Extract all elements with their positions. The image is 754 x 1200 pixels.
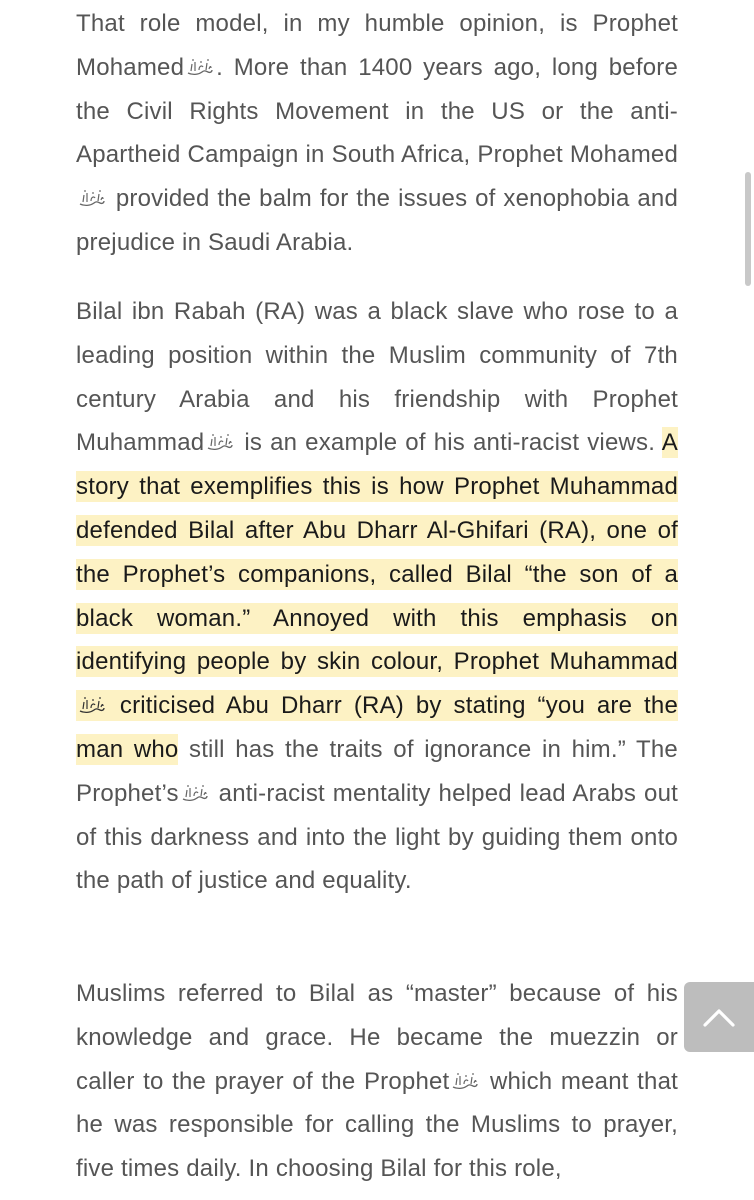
back-to-top-button[interactable] [684,982,754,1052]
paragraph-bilal: Bilal ibn Rabah (RA) was a black slave who rose to a leading position within the Muslim community of 7th century Arabia and his friendship with Prophet Muhammad is an example of his anti-racist views. A story that exemplifies this is how Prophet Muhammad defended Bilal after Abu Dharr Al-Ghifari (RA), one of the Prophet’s companions, called Bilal “the son of a black woman.” Annoyed with this emphasis on identifying people by skin colour, Prophet Muhammad criticised Abu Dharr (RA) by stating “you are the man who still has the traits of ignorance in him.” The Prophet’s anti-racist mentality helped lead Arabs out of this darkness and into the light by guiding them onto the path of justice and equality. [76,298,678,895]
paragraph-role-model: That role model, in my humble opinion, is Prophet Mohamed . More than 1400 years ago, long before the Civil Rights Movement in the US or the anti-Apartheid Campaign in South Africa, Prophet Mohamed provided the balm for the issues of xenophobia and prejudice in Saudi Arabia. [76,10,678,256]
salawat-icon [186,56,214,78]
highlighted-passage: A story that exemplifies this is how Prophet Muhammad defended Bilal after Abu Dharr Al-Ghifari (RA), one of the Prophet’s companions, called Bilal “the son of a black woman.” Annoyed with this emphasis on identifying people by skin colour, Prophet Muhammad criticised Abu Dharr (RA) by stating “you are the man who [76,429,678,763]
chevron-up-icon [702,1006,736,1028]
salawat-icon [78,694,106,716]
salawat-icon [181,782,209,804]
paragraph-muezzin: Muslims referred to Bilal as “master” because of his knowledge and grace. He became the muezzin or caller to the prayer of the Prophet which meant that he was responsible for calling the Muslims to prayer, five times daily. In choosing Bilal for this role, [76,980,679,1183]
scrollbar-thumb[interactable] [745,172,751,286]
salawat-icon [78,187,106,209]
salawat-icon [206,431,234,453]
salawat-icon [451,1070,479,1092]
